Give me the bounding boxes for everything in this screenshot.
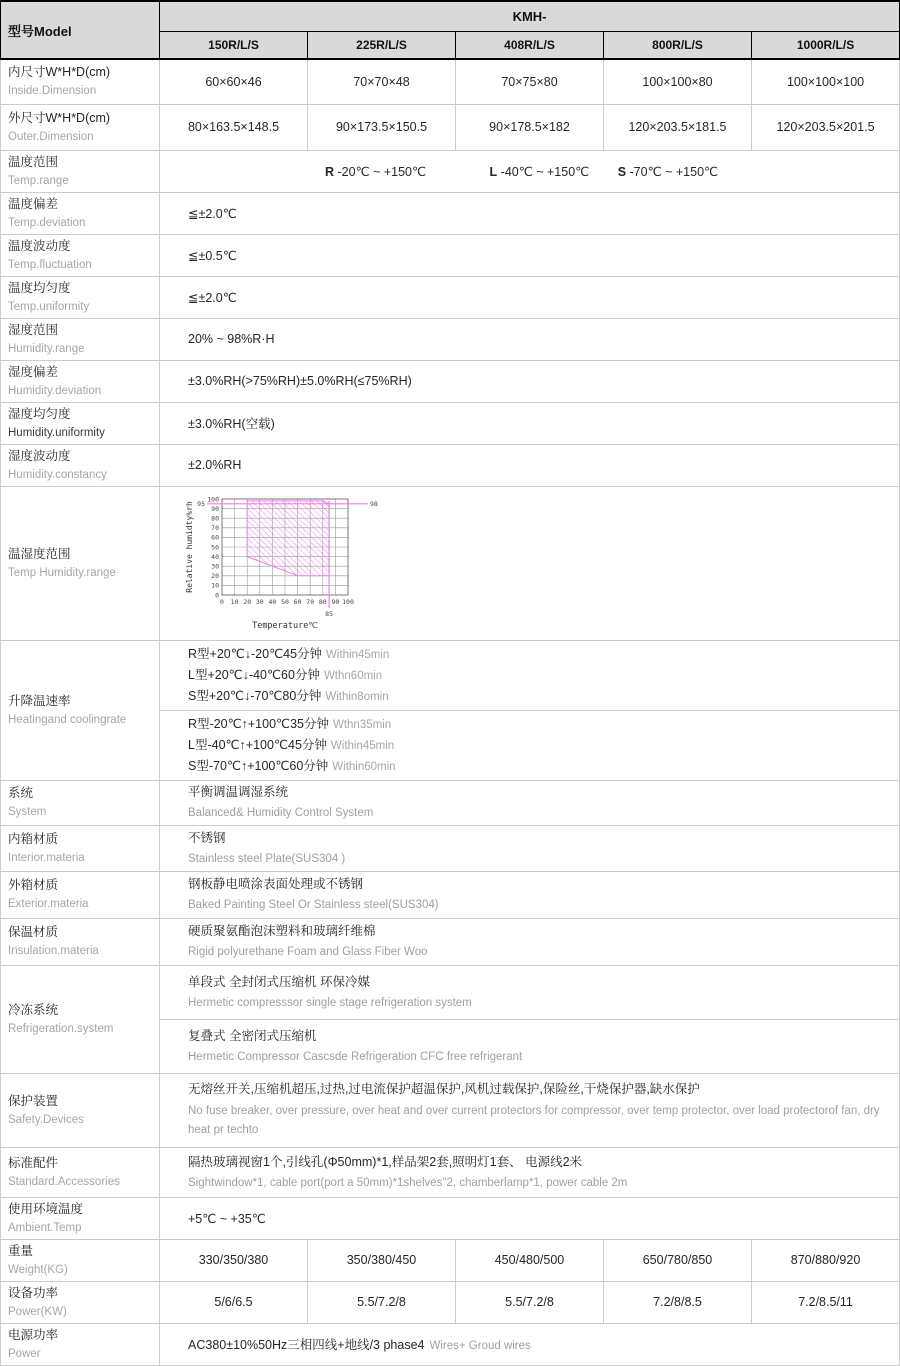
- row-label-zh: 湿度波动度: [8, 448, 71, 463]
- table-row-temp-range: [1, 150, 900, 192]
- row-label-zh: 升降温速率: [8, 693, 71, 708]
- temp-range-s: S -70℃ ~ +150℃: [617, 164, 719, 179]
- rate-line: S型-70℃↑+100℃60分钟 Within60min: [188, 758, 396, 773]
- svg-text:20: 20: [243, 597, 252, 606]
- row-label-humidity-uniformity: [1, 402, 160, 444]
- model-column-800: 800R/L/S: [604, 31, 752, 59]
- row-label-zh: 系统: [8, 786, 34, 800]
- row-label-en: Humidity.constancy: [8, 468, 107, 481]
- value-cell: ±2.0%RH: [160, 444, 900, 486]
- svg-text:30: 30: [211, 562, 219, 570]
- row-label-power-kw: [1, 1281, 160, 1323]
- row-label-en: Inside.Dimension: [8, 85, 97, 98]
- refrigeration-value-cell: [160, 965, 900, 1073]
- row-label-en: Heatingand coolingrate: [8, 713, 127, 726]
- row-label-standard-accessories: [1, 1147, 160, 1197]
- row-label-zh: 重量: [8, 1243, 34, 1258]
- value-cell: 20% ~ 98%R·H: [160, 318, 900, 360]
- row-label-safety-devices: [1, 1073, 160, 1147]
- row-label-zh: 湿度均匀度: [8, 406, 71, 421]
- row-label-en: Temp.deviation: [8, 216, 86, 229]
- svg-text:70: 70: [211, 523, 219, 532]
- row-label-en: Humidity.deviation: [8, 384, 102, 397]
- row-label-humidity-constancy: [1, 444, 160, 486]
- table-row-humidity-uniformity: [1, 402, 900, 444]
- row-label-interior-material: [1, 825, 160, 871]
- row-label-humidity-range: [1, 318, 160, 360]
- table-cell: 7.2/8/8.5: [604, 1281, 752, 1323]
- table-cell: 870/880/920: [752, 1239, 900, 1281]
- svg-text:100: 100: [342, 597, 354, 606]
- table-cell: 5/6/6.5: [160, 1281, 308, 1323]
- row-label-en: Power: [8, 1347, 41, 1360]
- rate-line: S型+20℃↓-70℃80分钟 Within8omin: [188, 688, 389, 703]
- table-row-system: [1, 780, 900, 825]
- svg-text:40: 40: [211, 552, 219, 561]
- temp-range-r: R -20℃ ~ +150℃: [325, 164, 427, 179]
- row-label-zh: 保温材质: [8, 925, 59, 939]
- row-label-en: System: [8, 806, 47, 818]
- svg-text:90: 90: [211, 504, 219, 513]
- temp-humidity-chart: [182, 491, 899, 636]
- rate-line: L型+20℃↓-40℃60分钟 Wthn60min: [188, 667, 383, 682]
- row-label-zh: 保护装置: [8, 1093, 59, 1108]
- table-cell: 120×203.5×181.5: [604, 104, 752, 150]
- table-cell: 5.5/7.2/8: [308, 1281, 456, 1323]
- table-cell: 330/350/380: [160, 1239, 308, 1281]
- model-column-1000: 1000R/L/S: [752, 31, 900, 59]
- row-label-exterior-material: [1, 871, 160, 918]
- row-label-zh: 温湿度范围: [8, 546, 71, 561]
- table-row-temp-uniformity: [1, 276, 900, 318]
- rate-line: L型-40℃↑+100℃45分钟 Within45min: [188, 737, 395, 752]
- row-label-weight: [1, 1239, 160, 1281]
- row-label-en: Ambient.Temp: [8, 1221, 82, 1234]
- table-cell: 70×75×80: [456, 59, 604, 104]
- value-cell: ±3.0%RH(空载): [160, 402, 900, 444]
- row-label-refrigeration-system: [1, 965, 160, 1073]
- value-cell: ≦±0.5℃: [160, 234, 900, 276]
- heating-rate-value-cell: [160, 640, 900, 780]
- safety-value-cell: 无熔丝开关,压缩机超压,过热,过电流保护超温保护,风机过载保护,保险丝,干烧保护器,缺水保护 No fuse breaker, over pressure, over heat and over current protectors for compressor, over temp protector, over load protectorof fan, dry heat pr techto: [160, 1073, 900, 1147]
- row-label-zh: 温度偏差: [8, 196, 59, 211]
- row-label-temp-uniformity: [1, 276, 160, 318]
- insulation-value-cell: 硬质聚氨酯泡沫塑料和玻璃纤维棉 Rigid polyurethane Foam and Glass Fiber Woo: [160, 918, 900, 965]
- table-cell: 450/480/500: [456, 1239, 604, 1281]
- svg-text:0: 0: [215, 590, 219, 599]
- refrigeration-single-stage: 单段式 全封闭式压缩机 环保冷媒 Hermetic compresssor single stage refrigeration system: [188, 974, 472, 1009]
- row-label-zh: 湿度偏差: [8, 364, 59, 379]
- svg-text:20: 20: [211, 571, 219, 580]
- svg-text:50: 50: [281, 597, 289, 606]
- table-row-exterior-material: [1, 871, 900, 918]
- row-label-en: Safety.Devices: [8, 1113, 84, 1126]
- table-row-humidity-deviation: [1, 360, 900, 402]
- table-row-humidity-constancy: [1, 444, 900, 486]
- svg-text:85: 85: [325, 609, 334, 618]
- row-label-en: Weight(KG): [8, 1263, 68, 1276]
- svg-text:70: 70: [306, 597, 315, 606]
- table-cell: 5.5/7.2/8: [456, 1281, 604, 1323]
- table-row-temp-humidity-range: [1, 486, 900, 640]
- temp-range-value-cell: [160, 150, 900, 192]
- row-label-zh: 内尺寸W*H*D(cm): [8, 65, 111, 80]
- table-row-weight: [1, 1239, 900, 1281]
- svg-text:95: 95: [197, 499, 205, 508]
- row-label-temp-range: [1, 150, 160, 192]
- table-cell: 350/380/450: [308, 1239, 456, 1281]
- row-label-inside-dimension: [1, 59, 160, 104]
- row-label-en: Temp Humidity.range: [8, 566, 116, 579]
- table-row-power-supply: [1, 1323, 900, 1365]
- svg-text:10: 10: [211, 581, 219, 590]
- table-row-interior-material: [1, 825, 900, 871]
- table-row-power-kw: [1, 1281, 900, 1323]
- row-label-en: Power(KW): [8, 1305, 67, 1318]
- row-label-en: Standard.Accessories: [8, 1175, 120, 1188]
- table-cell: 60×60×46: [160, 59, 308, 104]
- row-label-zh: 温度范围: [8, 154, 59, 169]
- interior-value-cell: 不锈钢 Stainless steel Plate(SUS304 ): [160, 825, 900, 871]
- row-label-system: [1, 780, 160, 825]
- row-label-humidity-deviation: [1, 360, 160, 402]
- exterior-value-cell: 钢板静电喷涂表面处理或不锈钢 Baked Painting Steel Or Stainless steel(SUS304): [160, 871, 900, 918]
- table-cell: 90×173.5×150.5: [308, 104, 456, 150]
- accessories-value-cell: 隔热玻璃视窗1个,引线孔(Φ50mm)*1,样品架2套,照明灯1套、 电源线2米 Sightwindow*1, cable port(port a 50mm)*1shelves"2, chamberlamp*1, power cable 2m: [160, 1147, 900, 1197]
- row-label-heating-cooling-rate: [1, 640, 160, 780]
- table-row-temp-deviation: [1, 192, 900, 234]
- svg-text:Temperature℃: Temperature℃: [252, 620, 318, 631]
- table-cell: 650/780/850: [604, 1239, 752, 1281]
- row-label-power-supply: [1, 1323, 160, 1365]
- svg-text:90: 90: [331, 597, 340, 606]
- model-header-cell: 型号Model: [1, 1, 160, 59]
- row-label-en: Temp.range: [8, 174, 69, 187]
- value-cell: ≦±2.0℃: [160, 276, 900, 318]
- value-cell: ≦±2.0℃: [160, 192, 900, 234]
- row-label-en: Humidity.uniformity: [8, 426, 105, 439]
- svg-text:Relative humidty%rh: Relative humidty%rh: [185, 500, 194, 593]
- row-label-outer-dimension: [1, 104, 160, 150]
- row-label-zh: 内箱材质: [8, 831, 59, 846]
- table-cell: 80×163.5×148.5: [160, 104, 308, 150]
- table-row-heating-cooling-rate: [1, 640, 900, 780]
- svg-text:60: 60: [293, 597, 302, 606]
- svg-text:10: 10: [230, 597, 239, 606]
- row-label-en: Exterior.materia: [8, 898, 89, 910]
- row-label-zh: 电源功率: [8, 1327, 59, 1342]
- heating-rate-group: [160, 710, 899, 780]
- table-row-ambient-temp: [1, 1197, 900, 1239]
- svg-text:40: 40: [268, 597, 277, 606]
- row-label-en: Temp.fluctuation: [8, 258, 92, 271]
- row-label-en: Refrigeration.system: [8, 1022, 114, 1035]
- row-label-temp-fluctuation: [1, 234, 160, 276]
- svg-text:80: 80: [211, 514, 219, 522]
- temp-range-l: L -40℃ ~ +150℃: [489, 164, 590, 179]
- row-label-zh: 冷冻系统: [8, 1002, 59, 1017]
- rate-line: R型+20℃↓-20℃45分钟 Within45min: [188, 646, 390, 661]
- table-cell: 7.2/8.5/11: [752, 1281, 900, 1323]
- rate-line: R型-20℃↑+100℃35分钟 Wthn35min: [188, 716, 392, 731]
- svg-text:60: 60: [211, 533, 219, 542]
- table-row-inside-dimension: [1, 59, 900, 104]
- series-header-cell: KMH-: [160, 1, 900, 31]
- power-supply-value-cell: AC380±10%50Hz三相四线+地线/3 phase4 Wires+ Groud wires: [160, 1323, 900, 1365]
- row-label-zh: 标准配件: [8, 1155, 59, 1170]
- model-column-225: 225R/L/S: [308, 31, 456, 59]
- value-cell: +5℃ ~ +35℃: [160, 1197, 900, 1239]
- row-label-en: Insulation.materia: [8, 945, 99, 957]
- row-label-zh: 温度波动度: [8, 238, 71, 253]
- value-cell: ±3.0%RH(>75%RH)±5.0%RH(≤75%RH): [160, 360, 900, 402]
- table-row-humidity-range: [1, 318, 900, 360]
- row-label-en: Temp.uniformity: [8, 300, 90, 313]
- table-cell: 100×100×100: [752, 59, 900, 104]
- row-label-zh: 湿度范围: [8, 322, 59, 337]
- row-label-temp-deviation: [1, 192, 160, 234]
- temp-humidity-chart-svg: [182, 491, 414, 631]
- row-label-zh: 温度均匀度: [8, 280, 71, 295]
- temp-humidity-chart-cell: [160, 486, 900, 640]
- svg-text:100: 100: [207, 494, 219, 503]
- svg-text:80: 80: [318, 597, 327, 606]
- row-label-en: Humidity.range: [8, 342, 85, 355]
- row-label-zh: 使用环境温度: [8, 1201, 84, 1216]
- row-label-en: Outer.Dimension: [8, 130, 94, 143]
- svg-text:30: 30: [255, 597, 264, 606]
- table-row-safety-devices: [1, 1073, 900, 1147]
- refrigeration-cascade: 复叠式 全密闭式压缩机 Hermetic Compressor Cascsde Refrigeration CFC free refrigerant: [160, 1019, 899, 1073]
- table-cell: 120×203.5×201.5: [752, 104, 900, 150]
- row-label-zh: 设备功率: [8, 1285, 59, 1300]
- svg-text:0: 0: [220, 597, 224, 606]
- table-row-insulation-material: [1, 918, 900, 965]
- header-row-series: [1, 1, 900, 31]
- svg-text:50: 50: [211, 542, 219, 551]
- model-column-150: 150R/L/S: [160, 31, 308, 59]
- cooling-rate-group: [160, 641, 899, 710]
- table-cell: 70×70×48: [308, 59, 456, 104]
- model-column-408: 408R/L/S: [456, 31, 604, 59]
- row-label-en: Interior.materia: [8, 851, 85, 864]
- row-label-insulation-material: [1, 918, 160, 965]
- table-cell: 90×178.5×182: [456, 104, 604, 150]
- system-value-cell: 平衡调温调湿系统 Balanced& Humidity Control System: [160, 780, 900, 825]
- table-row-standard-accessories: [1, 1147, 900, 1197]
- table-row-refrigeration-system: [1, 965, 900, 1073]
- row-label-temp-humidity-range: [1, 486, 160, 640]
- table-row-outer-dimension: [1, 104, 900, 150]
- row-label-zh: 外尺寸W*H*D(cm): [8, 110, 111, 125]
- table-row-temp-fluctuation: [1, 234, 900, 276]
- row-label-zh: 外箱材质: [8, 878, 59, 892]
- table-cell: 100×100×80: [604, 59, 752, 104]
- row-label-ambient-temp: [1, 1197, 160, 1239]
- svg-text:98: 98: [370, 499, 378, 508]
